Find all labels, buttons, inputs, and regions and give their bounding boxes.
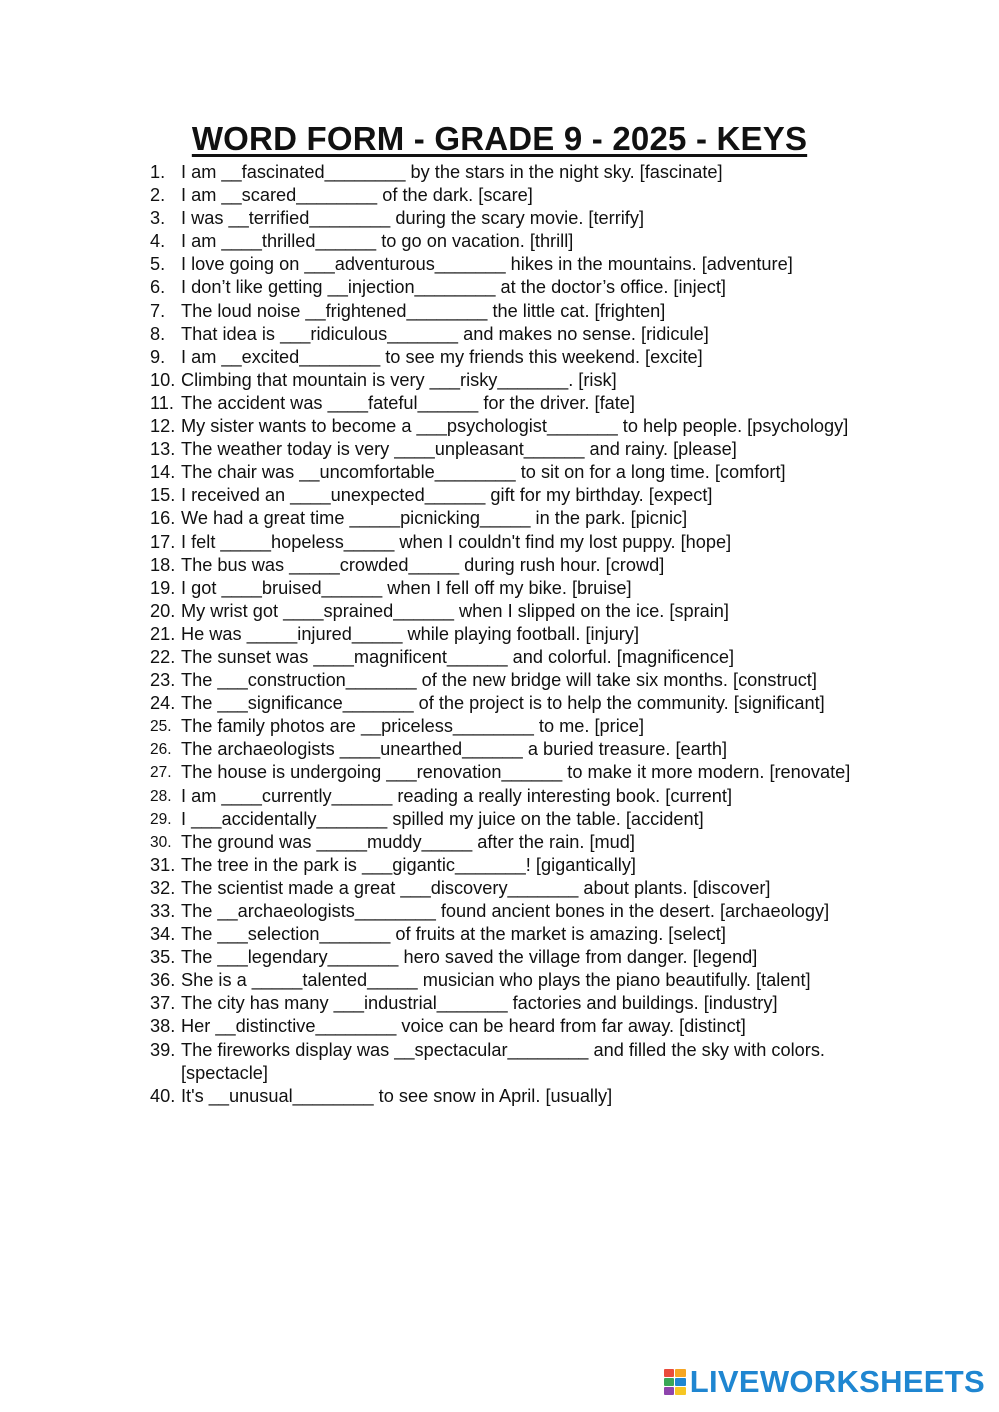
question-text: Climbing that mountain is very ___risky_______. [risk] (181, 369, 617, 390)
question-text: The house is undergoing ___renovation______ to make it more modern. [renovate] (181, 762, 851, 783)
question-text: I don’t like getting __injection________ at the doctor’s office. [inject] (181, 277, 726, 298)
question-text: I am __scared________ of the dark. [scare] (181, 185, 533, 206)
question-item (150, 623, 870, 646)
question-item (150, 554, 870, 577)
question-text: I ___accidentally_______ spilled my juice on the table. [accident] (181, 808, 704, 829)
question-text: Her __distinctive________ voice can be heard from far away. [distinct] (181, 1016, 746, 1037)
question-item (150, 969, 870, 992)
question-item (150, 346, 870, 369)
question-item (150, 1015, 870, 1038)
question-number: 16. (150, 508, 176, 529)
question-item (150, 992, 870, 1015)
question-item (150, 230, 870, 253)
question-item (150, 831, 870, 854)
logo-square (675, 1369, 686, 1377)
question-number: 33. (150, 901, 176, 921)
question-item (150, 715, 870, 738)
question-number: 20. (150, 600, 176, 621)
logo-square (675, 1378, 686, 1386)
question-item (150, 600, 870, 623)
question-item (150, 808, 870, 831)
question-number: 12. (150, 416, 176, 437)
question-number: 8. (150, 323, 166, 344)
question-item (150, 877, 870, 900)
question-item (150, 161, 870, 184)
question-text: The tree in the park is ___gigantic_______! [gigantically] (181, 854, 636, 875)
question-text: I am __fascinated________ by the stars in the night sky. [fascinate] (181, 162, 723, 182)
question-number: 15. (150, 485, 176, 506)
question-item (150, 946, 870, 969)
question-text: The weather today is very ____unpleasant______ and rainy. [please] (181, 439, 737, 460)
page-title: WORD FORM - GRADE 9 - 2025 - KEYS (191, 120, 808, 157)
question-number: 2. (150, 185, 166, 206)
question-text: I love going on ___adventurous_______ hikes in the mountains. [adventure] (181, 254, 793, 275)
question-item (150, 253, 870, 276)
question-text: I got ____bruised______ when I fell off my bike. [bruise] (181, 577, 632, 598)
question-number: 10. (150, 369, 176, 390)
question-item (150, 1085, 870, 1108)
logo-text: LIVEWORKSHEETS (689, 1364, 985, 1399)
question-text: The scientist made a great ___discovery_______ about plants. [discover] (181, 877, 771, 898)
question-item (150, 415, 870, 438)
logo-square (664, 1387, 675, 1395)
question-number: 5. (150, 254, 166, 275)
question-item (150, 900, 870, 923)
question-number: 4. (150, 231, 166, 252)
question-item (150, 1039, 870, 1085)
question-item (150, 785, 870, 808)
question-number: 22. (150, 646, 176, 667)
question-item (150, 392, 870, 415)
question-text: The chair was __uncomfortable________ to sit on for a long time. [comfort] (181, 462, 786, 483)
question-number: 35. (150, 947, 176, 968)
question-text: The city has many ___industrial_______ factories and buildings. [industry] (181, 993, 778, 1014)
question-text: The fireworks display was __spectacular________ and filled the sky with colors. [spectacle] (181, 1039, 825, 1083)
question-text: The family photos are __priceless________ to me. [price] (181, 716, 645, 737)
question-text: The sunset was ____magnificent______ and colorful. [magnificence] (181, 646, 735, 667)
liveworksheets-logo-icon (664, 1369, 686, 1395)
question-text: We had a great time _____picnicking_____ in the park. [picnic] (181, 508, 688, 529)
question-text: I am ____currently______ reading a really interesting book. [current] (181, 785, 732, 806)
question-number: 28. (150, 787, 172, 805)
question-number: 7. (150, 300, 166, 321)
question-number: 40. (150, 1085, 176, 1106)
question-text: The bus was _____crowded_____ during rush hour. [crowd] (181, 554, 665, 575)
question-number: 17. (150, 531, 176, 552)
logo-square (664, 1369, 675, 1377)
question-text: She is a _____talented_____ musician who plays the piano beautifully. [talent] (181, 970, 811, 991)
question-number: 3. (150, 208, 166, 229)
logo-square (675, 1387, 686, 1395)
question-text: The accident was ____fateful______ for the driver. [fate] (181, 392, 635, 413)
question-number: 25. (150, 718, 172, 736)
logo-square (664, 1378, 675, 1386)
question-number: 34. (150, 924, 176, 945)
question-number: 1. (150, 162, 166, 182)
question-number: 27. (150, 764, 172, 782)
question-number: 11. (150, 392, 174, 413)
question-item (150, 669, 870, 692)
question-item (150, 923, 870, 946)
question-text: My sister wants to become a ___psychologist_______ to help people. [psychology] (181, 416, 849, 437)
question-item (150, 184, 870, 207)
question-text: The ___construction_______ of the new bridge will take six months. [construct] (181, 670, 817, 691)
question-number: 13. (150, 439, 176, 460)
question-item (150, 646, 870, 669)
question-item (150, 761, 870, 784)
question-text: He was _____injured_____ while playing football. [injury] (181, 623, 640, 644)
question-item (150, 323, 870, 346)
question-number: 18. (150, 554, 176, 575)
question-item (150, 507, 870, 530)
question-number: 32. (150, 877, 176, 898)
question-list (150, 161, 870, 1108)
question-text: That idea is ___ridiculous_______ and makes no sense. [ridicule] (181, 323, 709, 344)
question-text: The archaeologists ____unearthed______ a buried treasure. [earth] (181, 739, 728, 760)
question-number: 29. (150, 810, 172, 828)
question-item (150, 577, 870, 600)
question-text: I received an ____unexpected______ gift for my birthday. [expect] (181, 485, 713, 506)
question-number: 23. (150, 670, 176, 691)
question-text: I was __terrified________ during the scary movie. [terrify] (181, 208, 644, 229)
question-number: 37. (150, 993, 176, 1014)
question-text: The ___legendary_______ hero saved the village from danger. [legend] (181, 947, 758, 968)
question-number: 14. (150, 462, 176, 483)
question-text: I felt _____hopeless_____ when I couldn't find my lost puppy. [hope] (181, 531, 732, 552)
question-number: 21. (150, 623, 176, 644)
question-item (150, 461, 870, 484)
question-item (150, 369, 870, 392)
question-text: It's __unusual________ to see snow in April. [usually] (181, 1085, 613, 1106)
question-text: My wrist got ____sprained______ when I slipped on the ice. [sprain] (181, 600, 729, 621)
question-item (150, 854, 870, 877)
question-number: 30. (150, 833, 172, 851)
question-text: I am ____thrilled______ to go on vacation. [thrill] (181, 231, 574, 252)
question-item (150, 207, 870, 230)
question-number: 9. (150, 346, 166, 367)
question-number: 39. (150, 1039, 176, 1060)
question-number: 31. (150, 854, 176, 875)
question-text: I am __excited________ to see my friends this weekend. [excite] (181, 346, 703, 367)
question-number: 38. (150, 1016, 176, 1037)
question-item (150, 692, 870, 715)
question-text: The loud noise __frightened________ the little cat. [frighten] (181, 300, 666, 321)
question-text: The ___significance_______ of the project is to help the community. [significant] (181, 693, 825, 714)
question-text: The __archaeologists________ found ancient bones in the desert. [archaeology] (181, 901, 830, 921)
question-item (150, 276, 870, 299)
question-text: The ground was _____muddy_____ after the rain. [mud] (181, 831, 635, 852)
question-item (150, 531, 870, 554)
question-item (150, 300, 870, 323)
question-number: 6. (150, 277, 166, 298)
question-number: 26. (150, 741, 172, 759)
question-item (150, 738, 870, 761)
question-number: 36. (150, 970, 176, 991)
liveworksheets-logo[interactable] (664, 1364, 985, 1400)
question-text: The ___selection_______ of fruits at the market is amazing. [select] (181, 924, 726, 945)
question-number: 19. (150, 577, 176, 598)
question-item (150, 438, 870, 461)
question-number: 24. (150, 693, 176, 714)
question-item (150, 484, 870, 507)
